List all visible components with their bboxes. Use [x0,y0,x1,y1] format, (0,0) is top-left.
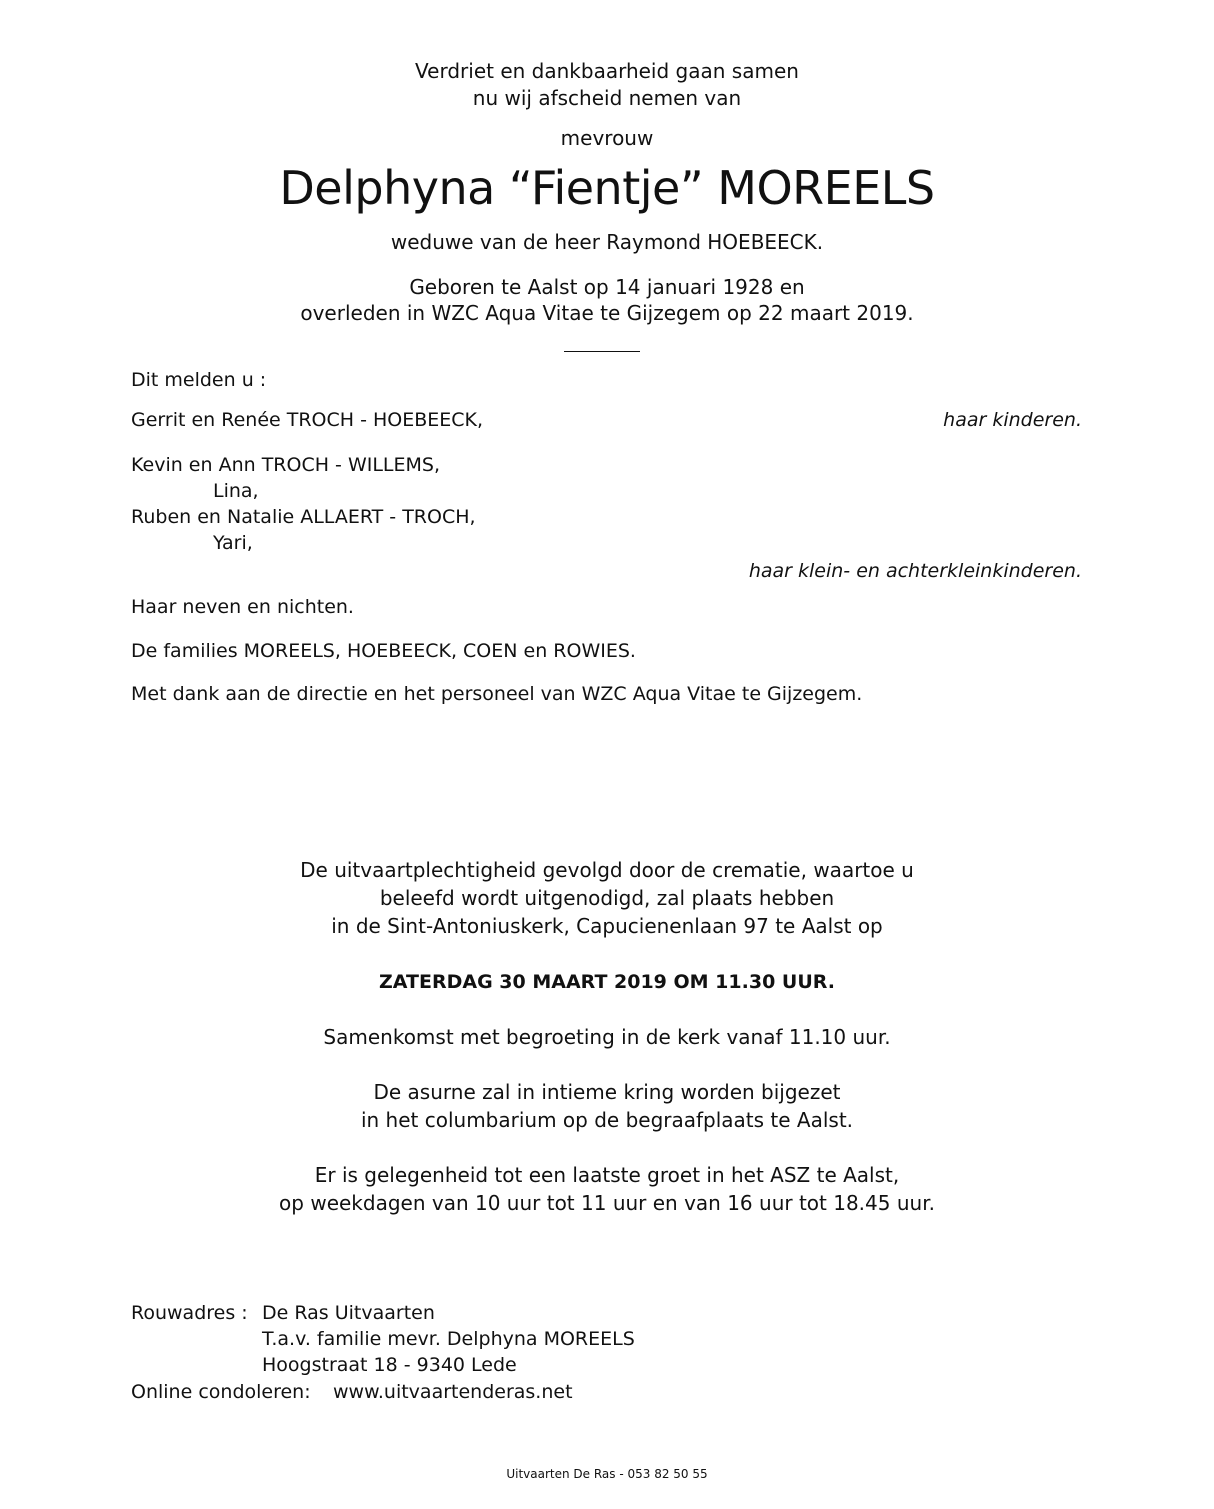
ceremony-date-time: ZATERDAG 30 MAART 2019 OM 11.30 UUR. [379,971,835,993]
born-line: Geboren te Aalst op 14 januari 1928 en [409,275,805,299]
died-line: overleden in WZC Aqua Vitae te Gijzegem op 22 maart 2019. [300,301,914,325]
children-relation: haar kinderen. [943,409,1082,431]
families-line: De families MOREELS, HOEBEECK, COEN en ROWIES. [131,640,636,662]
deceased-name: Delphyna “Fientje” MOREELS [279,161,935,215]
intro-line-1: Verdriet en dankbaarheid gaan samen [415,59,799,83]
grandchildren-line: Lina, [213,480,259,502]
address-line-2: T.a.v. familie mevr. Delphyna MOREELS [262,1328,635,1350]
divider [564,351,640,352]
ceremony-line-1: De uitvaartplechtigheid gevolgd door de crematie, waartoe u [300,858,914,882]
grandchildren-line: Yari, [213,532,253,554]
address-line-3: Hoogstraat 18 - 9340 Lede [262,1354,517,1376]
farewell-line-2: op weekdagen van 10 uur tot 11 uur en van 16 uur tot 18.45 uur. [279,1191,935,1215]
ceremony-line-2: beleefd wordt uitgenodigd, zal plaats hebben [379,886,835,910]
thanks-line: Met dank aan de directie en het personeel van WZC Aqua Vitae te Gijzegem. [131,683,863,705]
intro-line-2: nu wij afscheid nemen van [472,86,742,110]
online-label: Online condoleren: [131,1381,311,1403]
grandchildren-line: Kevin en Ann TROCH - WILLEMS, [131,454,441,476]
announcers-intro: Dit melden u : [131,369,267,391]
urn-line-2: in het columbarium op de begraafplaats te Aalst. [360,1108,854,1132]
title-prefix: mevrouw [560,126,654,150]
gathering-line: Samenkomst met begroeting in de kerk vanaf 11.10 uur. [323,1025,891,1049]
address-label: Rouwadres : [131,1302,248,1324]
cousins-line: Haar neven en nichten. [131,596,354,618]
urn-line-1: De asurne zal in intieme kring worden bijgezet [373,1080,841,1104]
grandchildren-relation: haar klein- en achterkleinkinderen. [748,560,1082,582]
ceremony-line-3: in de Sint-Antoniuskerk, Capucienenlaan 97 te Aalst op [331,914,883,938]
footer-text: Uitvaarten De Ras - 053 82 50 55 [506,1467,708,1481]
grandchildren-line: Ruben en Natalie ALLAERT - TROCH, [131,506,476,528]
children-names: Gerrit en Renée TROCH - HOEBEECK, [131,409,484,431]
farewell-line-1: Er is gelegenheid tot een laatste groet in het ASZ te Aalst, [314,1163,900,1187]
spouse-line: weduwe van de heer Raymond HOEBEECK. [390,230,824,254]
address-line-1: De Ras Uitvaarten [262,1302,435,1324]
online-url: www.uitvaartenderas.net [333,1381,573,1403]
